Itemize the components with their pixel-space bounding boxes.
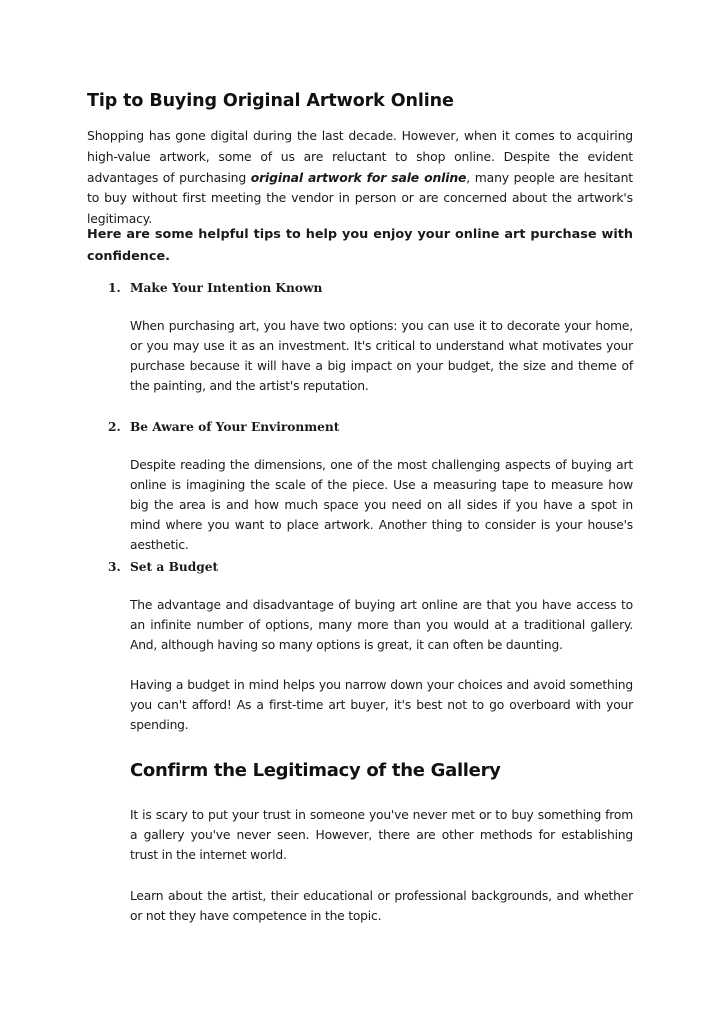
intro-text-after: , many people are hesitant to buy without first meeting the vendor in person or are concerned about the artwork's legitimacy. bbox=[87, 169, 634, 227]
artwork-for-sale-link[interactable]: original artwork for sale online bbox=[250, 169, 467, 185]
tip-paragraph: The advantage and disadvantage of buying art online are that you have access to an infinite number of options, many more than you would at a traditional gallery. And, although having so many options is great, it can often be daunting. bbox=[130, 598, 633, 652]
section-paragraph: Learn about the artist, their educational or professional backgrounds, and whether or not they have competence in the topic. bbox=[130, 889, 633, 923]
section-title: Confirm the Legitimacy of the Gallery bbox=[130, 760, 501, 781]
tip-paragraph: Despite reading the dimensions, one of the most challenging aspects of buying art online is imagining the scale of the piece. Use a measuring tape to measure how big the area is and how much space you need on all sides if you have a spot in mind where you want to place artwork. Another thing to consider is your house's aesthetic. bbox=[130, 458, 633, 552]
tip-paragraph: When purchasing art, you have two options: you can use it to decorate your home, or you may use it as an investment. It's critical to understand what motivates your purchase because it will have a big impact on your budget, the size and theme of the painting, and the artist's reputation. bbox=[130, 319, 633, 393]
tip-number: 1. bbox=[108, 281, 121, 295]
tip-heading: Be Aware of Your Environment bbox=[130, 420, 340, 434]
section-paragraph: It is scary to put your trust in someone you've never met or to buy something from a gallery you've never seen. However, there are other methods for establishing trust in the internet world. bbox=[130, 808, 633, 862]
tip-heading: Set a Budget bbox=[130, 560, 219, 574]
tip-number: 2. bbox=[108, 420, 121, 434]
tip-heading: Make Your Intention Known bbox=[130, 281, 323, 295]
tip-number: 3. bbox=[108, 560, 121, 574]
intro-paragraph bbox=[87, 126, 633, 230]
page-title: Tip to Buying Original Artwork Online bbox=[87, 91, 454, 111]
intro-text-before: Shopping has gone digital during the last decade. However, when it comes to acquiring high-value artwork, some of us are reluctant to shop online. Despite the evident advantages of purchasing bbox=[87, 128, 633, 185]
tip-paragraph: Having a budget in mind helps you narrow down your choices and avoid something you can't afford! As a first-time art buyer, it's best not to go overboard with your spending. bbox=[130, 678, 633, 732]
tips-lead-paragraph: Here are some helpful tips to help you enjoy your online art purchase with confidence. bbox=[87, 227, 633, 264]
